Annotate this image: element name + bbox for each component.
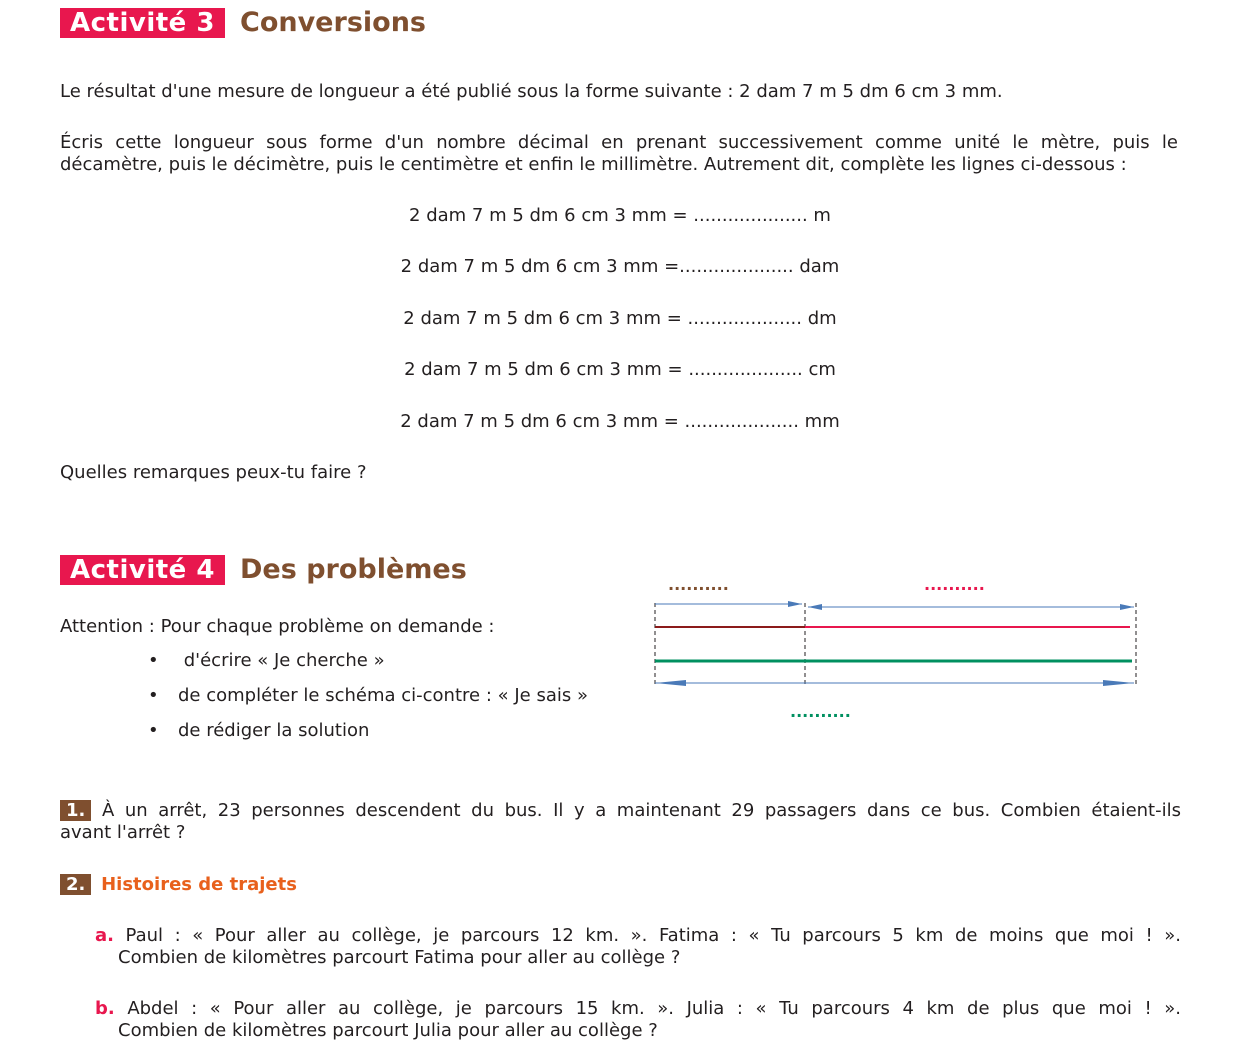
activity3-instruction-line2: décamètre, puis le décimètre, puis le centimètre et enfin le millimètre. Autrement dit, complète les lignes ci-dessous : <box>60 154 1127 175</box>
activity3-instruction-line1: Écris cette longueur sous forme d'un nombre décimal en prenant successivement comme unité le mètre, puis le <box>60 132 1178 153</box>
equation-meter: 2 dam 7 m 5 dm 6 cm 3 mm = .................... m <box>409 205 831 226</box>
bullet-text: d'écrire « Je cherche » <box>178 650 385 671</box>
problem2-number: 2. <box>60 874 91 895</box>
problem2b-line1 <box>95 998 1181 1020</box>
schema-arrow-left <box>655 601 802 607</box>
bullet-dot: • <box>148 650 159 671</box>
activity3-title: Conversions <box>240 7 426 38</box>
problem2a-text: Paul : « Pour aller au collège, je parcours 12 km. ». Fatima : « Tu parcours 5 km de moins que moi ! ». <box>125 925 1181 946</box>
problem2b-line2: Combien de kilomètres parcourt Julia pour aller au collège ? <box>118 1020 658 1041</box>
bullet-text: de compléter le schéma ci-contre : « Je sais » <box>178 685 588 706</box>
problem2b-text: Abdel : « Pour aller au collège, je parcours 15 km. ». Julia : « Tu parcours 4 km de plus que moi ! ». <box>127 998 1181 1019</box>
schema-diagram <box>640 575 1160 725</box>
equation-decimeter: 2 dam 7 m 5 dm 6 cm 3 mm = .................... dm <box>403 308 837 329</box>
schema-label-right: .......... <box>924 575 985 594</box>
problem1-line2: avant l'arrêt ? <box>60 822 186 843</box>
activity3-badge: Activité 3 <box>60 8 225 38</box>
equation-decameter: 2 dam 7 m 5 dm 6 cm 3 mm =.................... dam <box>400 256 840 277</box>
schema-label-bottom: .......... <box>790 702 851 721</box>
problem2a-line1 <box>95 925 1181 947</box>
equation-centimeter: 2 dam 7 m 5 dm 6 cm 3 mm = .................... cm <box>404 359 836 380</box>
activity3-intro: Le résultat d'une mesure de longueur a été publié sous la forme suivante : 2 dam 7 m 5 dm 6 cm 3 mm. <box>60 81 1003 102</box>
schema-label-left: .......... <box>668 575 729 594</box>
schema-arrow-bottom <box>655 680 1134 686</box>
activity4-attention: Attention : Pour chaque problème on demande : <box>60 616 495 637</box>
bullet-dot: • <box>148 685 159 706</box>
schema-arrow-right <box>808 604 1134 610</box>
problem2a-line2: Combien de kilomètres parcourt Fatima pour aller au collège ? <box>118 947 681 968</box>
activity4-badge: Activité 4 <box>60 555 225 585</box>
problem1-number: 1. <box>60 800 91 821</box>
problem2-title: Histoires de trajets <box>101 874 297 895</box>
activity3-question: Quelles remarques peux-tu faire ? <box>60 462 367 483</box>
problem2-header <box>60 874 297 895</box>
problem2a-letter: a. <box>95 925 114 946</box>
equation-millimeter: 2 dam 7 m 5 dm 6 cm 3 mm = .................... mm <box>400 411 840 432</box>
schema-svg <box>640 575 1160 725</box>
problem2b-letter: b. <box>95 998 115 1019</box>
bullet-text: de rédiger la solution <box>178 720 370 741</box>
problem1-line1 <box>60 800 1181 822</box>
problem1-text: À un arrêt, 23 personnes descendent du bus. Il y a maintenant 29 passagers dans ce bus. Combien étaient-ils <box>101 800 1181 821</box>
bullet-dot: • <box>148 720 159 741</box>
activity4-title: Des problèmes <box>240 554 467 585</box>
